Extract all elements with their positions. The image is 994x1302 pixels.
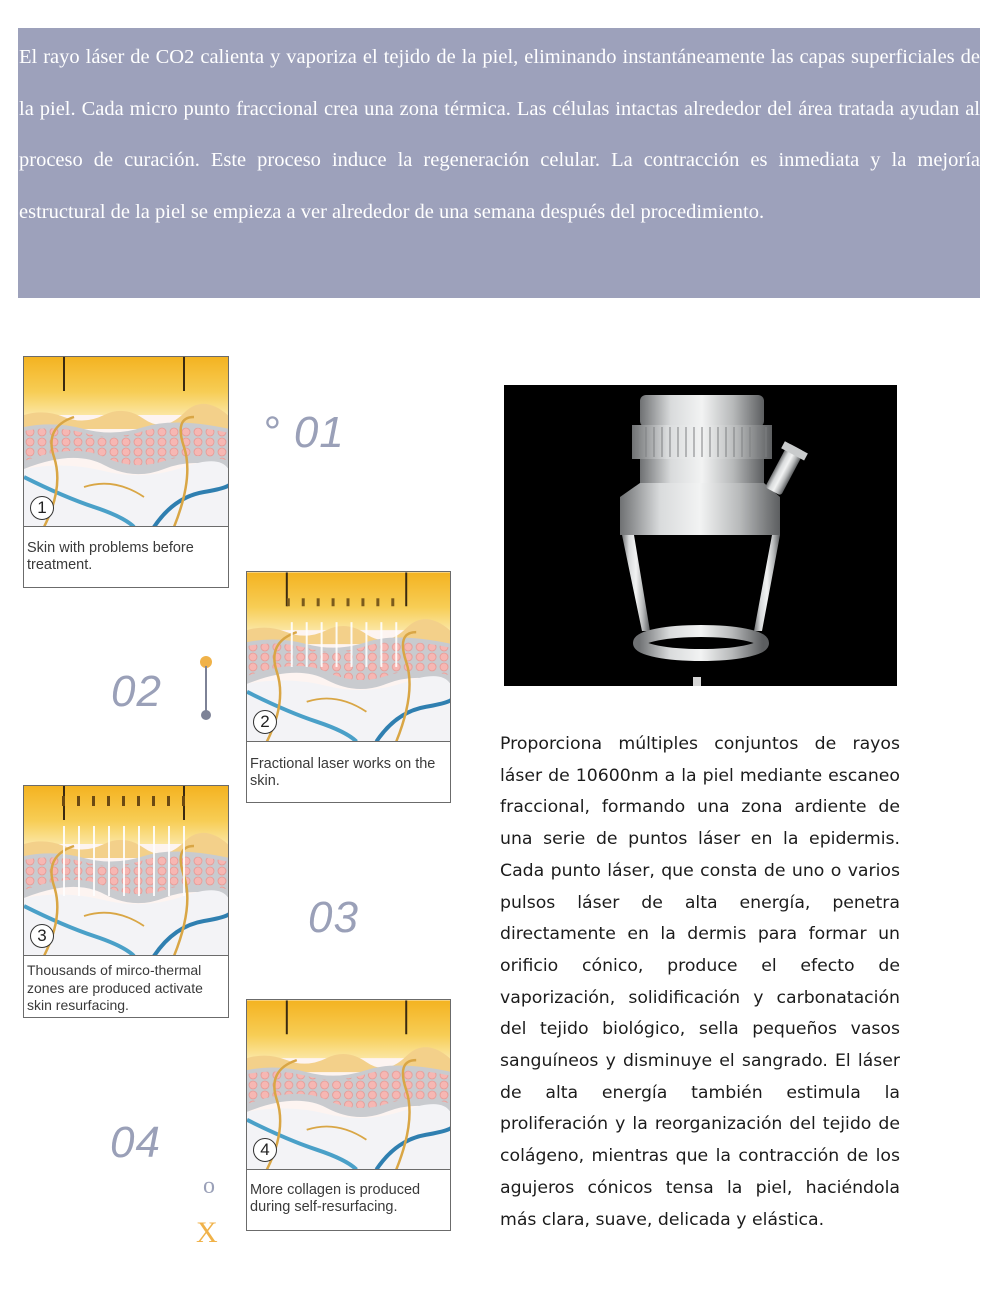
step-number-04: 04	[110, 1118, 161, 1167]
skin-layers-thermal-illustration	[24, 786, 229, 956]
panel-caption: Thousands of mirco-thermal zones are produced activate skin resurfacing.	[27, 962, 203, 1013]
skin-layers-laser-illustration	[247, 572, 451, 742]
intro-text: El rayo láser de CO2 calienta y vaporiza el tejido de la piel, eliminando instantáneamente las capas superficiales de la piel. Cada micro punto fraccional crea una zona térmica. Las células intactas alrededor del área tratada ayudan al proceso de curación. Este proceso induce la regeneración celular. La contracción es inmediata y la mejoría estructural de la piel se empieza a ver alrededor de una semana después del procedimiento.	[19, 46, 980, 223]
skin-panel-2	[246, 571, 451, 803]
step-number-03: 03	[308, 893, 359, 942]
decor-x: X	[196, 1216, 218, 1249]
panel-number-4: 4	[253, 1138, 277, 1162]
skin-panel-3	[23, 785, 229, 1018]
skin-layers-illustration	[24, 357, 229, 527]
panel-caption: Fractional laser works on the skin.	[250, 756, 436, 789]
panel-number-2: 2	[253, 710, 277, 734]
laser-handpiece-image	[504, 385, 897, 686]
step-number-01: ° 01	[262, 408, 345, 457]
laser-handpiece-illustration	[504, 385, 897, 686]
panel-number-3: 3	[30, 924, 54, 948]
skin-panel-4	[246, 999, 451, 1231]
intro-banner	[18, 28, 980, 298]
skin-layers-collagen-illustration	[247, 1000, 451, 1170]
panel-caption: More collagen is produced during self-resurfacing.	[250, 1182, 421, 1215]
step-number-02: 02	[111, 667, 162, 716]
panel-number-1: 1	[30, 496, 54, 520]
description-text: Proporciona múltiples conjuntos de rayos láser de 10600nm a la piel mediante escaneo fraccional, formando una zona ardiente de una serie de puntos láser en la epidermis. Cada punto láser, que consta de uno o varios pulsos láser de alta energía, penetra directamente en la dermis para formar un orificio cónico, produce el efecto de vaporización, solidificación y carbonatación del tejido biológico, sella pequeños vasos sanguíneos y disminuye el sangrado. El láser de alta energía también estimula la proliferación y la reorganización del tejido de colágeno, mientras que la contracción de los agujeros cónicos tensa la piel, haciéndola más clara, suave, delicada y elástica.	[500, 734, 900, 1230]
panel-caption: Skin with problems before treatment.	[27, 540, 194, 573]
skin-panel-1	[23, 356, 229, 588]
decor-o: o	[203, 1173, 215, 1199]
step-marker	[199, 656, 213, 722]
